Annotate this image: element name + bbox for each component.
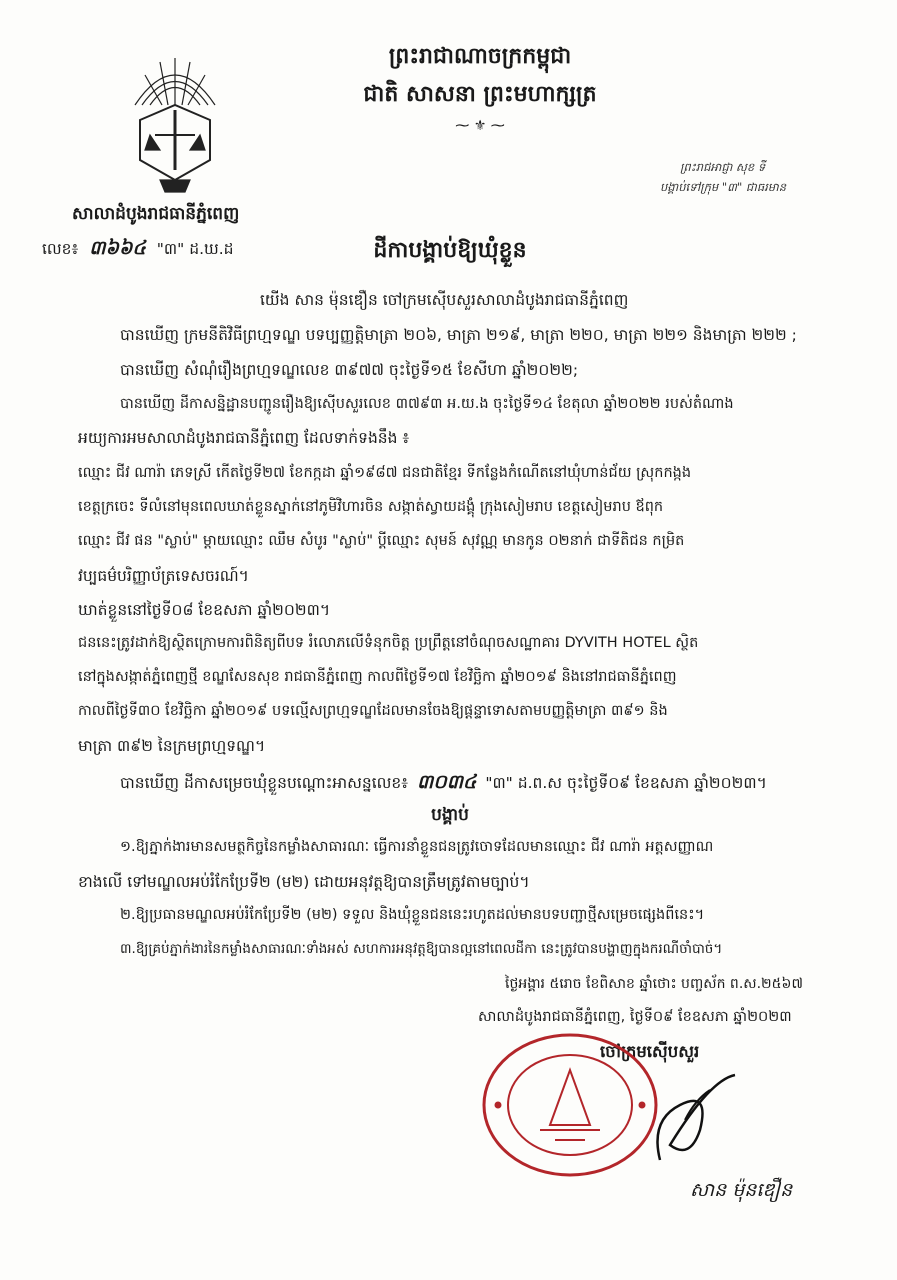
- court-name: សាលាដំបូងរាជធានីភ្នំពេញ: [72, 204, 240, 224]
- signature: [640, 1060, 750, 1170]
- order-item: ខាងលើ ទៅមណ្ឌលអប់រំកែប្រែទី២ (ម២) ដោយអនុវត្តឱ្យបានត្រឹមត្រូវតាមច្បាប់។: [78, 873, 530, 891]
- document-title: ដីកាបង្គាប់ឱ្យឃុំខ្លួន: [373, 238, 527, 263]
- body-line: បានឃើញ សំណុំរឿងព្រហ្មទណ្ឌលេខ ៣៩៧៧ ចុះថ្ងៃទី១៥ ខែសីហា ឆ្នាំ២០២២;: [120, 361, 579, 379]
- body-line: នៅក្នុងសង្កាត់ភ្នំពេញថ្មី ខណ្ឌសែនសុខ រាជធានីភ្នំពេញ កាលពីថ្ងៃទី១៧ ខែវិច្ឆិកា ឆ្នាំ២០១៩ និងនៅរាជធានីភ្នំពេញ: [78, 669, 677, 685]
- lunar-date: ថ្ងៃអង្គារ ៥រោច ខែពិសាខ ឆ្នាំថោះ បញ្ចស័ក ព.ស.២៥៦៧: [505, 976, 803, 992]
- ref-number: [42, 236, 234, 264]
- body-line: យើង សាន ម៉ុនឌឿន ចៅក្រមស៊ើបសួរសាលាដំបូងរាជធានីភ្នំពេញ: [260, 291, 629, 309]
- order-item: ១.ឱ្យភ្នាក់ងារមានសមត្ថកិច្ចនៃកម្លាំងសាធារណៈ ធ្វើការនាំខ្លួនជនត្រូវចោទដែលមានឈ្មោះ ជីវ ណារ៉ា អត្តសញ្ញាណ: [120, 839, 714, 855]
- kingdom-title: ព្រះរាជាណាចក្រកម្ពុជា: [388, 44, 572, 69]
- court-emblem: [120, 50, 230, 200]
- signer-title: ចៅក្រមស៊ើបសួរ: [600, 1042, 700, 1061]
- body-line: កាលពីថ្ងៃទី៣០ ខែវិច្ឆិកា ឆ្នាំ២០១៩ បទល្មើសព្រហ្មទណ្ឌដែលមានចែងឱ្យផ្តន្ទាទោសតាមបញ្ញត្តិមាត្រា ៣៩១ និង: [78, 703, 668, 719]
- order-item: ៣.ឱ្យគ្រប់ភ្នាក់ងារនៃកម្លាំងសាធារណៈទាំងអស់ សហការអនុវត្តឱ្យបានល្អនៅពេលដីកា នេះត្រូវបានបង្ហាញក្នុងករណីចាំបាច់។: [120, 941, 723, 957]
- decision-prefix: បានឃើញ ដីកាសម្រេចឃុំខ្លួនបណ្តោះអាសន្នលេខ៖: [120, 774, 409, 792]
- body-line: អយ្យការអមសាលាដំបូងរាជធានីភ្នំពេញ ដែលទាក់ទងនឹង ៖: [78, 429, 410, 447]
- ref-prefix: លេខ៖: [42, 240, 79, 258]
- orders-heading: បង្គាប់: [431, 805, 469, 825]
- body-line: ជននេះត្រូវដាក់ឱ្យស្ថិតក្រោមការពិនិត្យពីបទ រំលោភលើទំនុកចិត្ត ប្រព្រឹត្តនៅចំណុចសណ្ឋាគារ DYVITH HOTEL ស្ថិត: [78, 635, 699, 651]
- side-note-line1: ព្រះរាជអាជ្ញា សុខ ទី: [680, 160, 766, 174]
- body-line: ឈ្មោះ ជីវ ណារ៉ា ភេទស្រី កើតថ្ងៃទី២៧ ខែកក្កដា ឆ្នាំ១៩៨៧ ជនជាតិខ្មែរ ទីកន្លែងកំណើតនៅឃុំហាន់ជ័យ ស្រុកកង្កង: [78, 465, 692, 481]
- motto: ជាតិ សាសនា ព្រះមហាក្សត្រ: [363, 82, 597, 107]
- decision-number: ៣០៣៤: [417, 771, 477, 793]
- body-line: បានឃើញ ដីកាសន្និដ្ឋានបញ្ជូនរឿងឱ្យស៊ើបសួរលេខ ៣៧៩៣ អ.យ.ង ចុះថ្ងៃទី១៤ ខែតុលា ឆ្នាំ២០២២ របស់តំណាង: [120, 396, 734, 412]
- body-line: បានឃើញ ក្រមនីតិវិធីព្រហ្មទណ្ឌ បទប្បញ្ញត្តិមាត្រា ២០៦, មាត្រា ២១៩, មាត្រា ២២០, មាត្រា ២២១ និងមាត្រា ២២២ ;: [120, 326, 797, 344]
- ornament: ⁓ ⚜ ⁓: [455, 118, 505, 134]
- side-note-line2: បង្គាប់ទៅក្រុម "៣" ជាធរមាន: [660, 180, 787, 194]
- signer-name: សាន ម៉ុនឌឿន: [690, 1179, 793, 1201]
- place-date: សាលាដំបូងរាជធានីភ្នំពេញ, ថ្ងៃទី០៩ ខែឧសភា ឆ្នាំ២០២៣: [478, 1009, 792, 1025]
- body-line: មាត្រា ៣៩២ នៃក្រមព្រហ្មទណ្ឌ។: [78, 737, 266, 755]
- body-line: ឈ្មោះ ជីវ ផន "ស្លាប់" ម្តាយឈ្មោះ ឈឹម សំបូរ "ស្លាប់" ប្តីឈ្មោះ សុមន៍ សុវណ្ណ មានកូន ០២នាក់ ជាទីតិជន កម្រិត: [78, 533, 685, 549]
- decision-suffix: "៣" ដ.ព.ស ចុះថ្ងៃទី០៩ ខែឧសភា ឆ្នាំ២០២៣។: [485, 774, 767, 792]
- body-line: វប្បធម៌បរិញ្ញាប័ត្រទេសចរណ៍។: [78, 567, 249, 585]
- decision-line: [120, 770, 767, 798]
- order-item: ២.ឱ្យប្រធានមណ្ឌលអប់រំកែប្រែទី២ (ម២) ទទួល និងឃុំខ្លួនជននេះរហូតដល់មានបទបញ្ជាថ្មីសម្រេចផ្សេងពីនេះ។: [120, 907, 705, 923]
- official-stamp: [480, 1030, 660, 1180]
- body-line: ខេត្តក្រចេះ ទីលំនៅមុនពេលឃាត់ខ្លួនស្នាក់នៅភូមិវិហារចិន សង្កាត់ស្វាយដង្គុំ ក្រុងសៀមរាប ខេត្តសៀមរាប ឪពុក: [78, 499, 664, 515]
- body-line: ឃាត់ខ្លួននៅថ្ងៃទី០៨ ខែឧសភា ឆ្នាំ២០២៣។: [78, 601, 331, 619]
- ref-suffix: "៣" ដ.ឃ.ដ: [156, 240, 234, 258]
- ref-handwritten: ៣៦៦៤: [89, 237, 146, 259]
